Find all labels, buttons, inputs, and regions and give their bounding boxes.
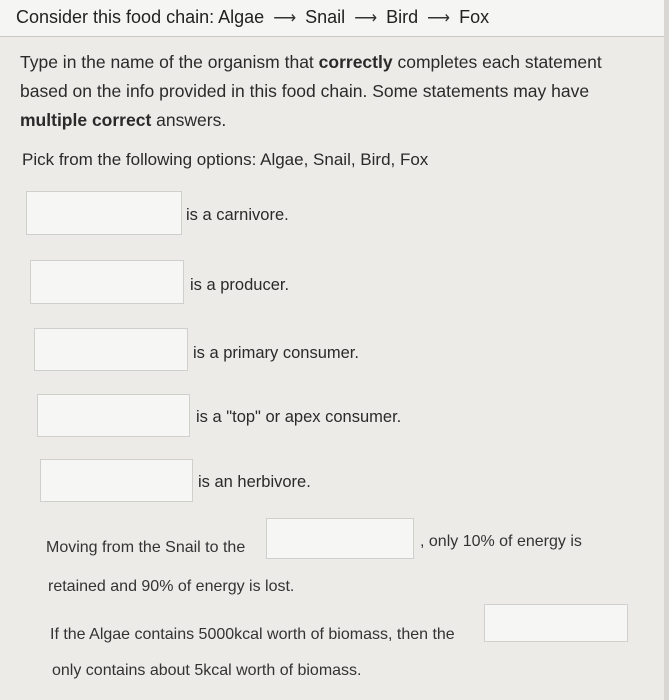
energy-question-line2: retained and 90% of energy is lost. (48, 578, 295, 595)
instructions-part2: completes each statement based on the info provided in this food chain. Some statements may have (20, 52, 602, 101)
primary-consumer-statement-label: is a primary consumer. (193, 344, 359, 362)
instructions-part3: answers. (151, 110, 227, 130)
food-chain-bird: Bird (386, 7, 419, 27)
instructions-bold2: multiple correct (20, 110, 152, 130)
instructions-bold1: correctly (318, 52, 393, 72)
food-chain-prefix: Consider this food chain: Algae (16, 7, 265, 27)
producer-answer-input[interactable] (30, 260, 184, 304)
food-chain-fox: Fox (459, 7, 490, 27)
arrow-right-icon: ⟶ (273, 10, 297, 27)
energy-answer-input[interactable] (266, 518, 414, 559)
biomass-question-before: If the Algae contains 5000kcal worth of biomass, then the (50, 626, 455, 643)
carnivore-statement-label: is a carnivore. (186, 206, 289, 224)
energy-question-after: , only 10% of energy is (420, 533, 582, 550)
herbivore-answer-input[interactable] (40, 459, 193, 502)
primary-consumer-answer-input[interactable] (34, 328, 188, 371)
herbivore-statement-label: is an herbivore. (198, 473, 311, 491)
instructions-text (20, 48, 630, 135)
arrow-right-icon: ⟶ (354, 10, 378, 27)
biomass-answer-input[interactable] (484, 604, 628, 642)
food-chain-title (16, 7, 489, 28)
energy-question-before: Moving from the Snail to the (46, 539, 246, 556)
question-header (0, 0, 669, 37)
carnivore-answer-input[interactable] (26, 191, 182, 235)
page-edge-shadow (664, 0, 669, 700)
apex-consumer-answer-input[interactable] (37, 394, 190, 437)
apex-consumer-statement-label: is a "top" or apex consumer. (196, 408, 402, 426)
arrow-right-icon: ⟶ (427, 10, 451, 27)
food-chain-snail: Snail (305, 7, 346, 27)
biomass-question-line2: only contains about 5kcal worth of biomass. (52, 662, 362, 679)
instructions-part1: Type in the name of the organism that (20, 52, 319, 72)
options-list-text: Pick from the following options: Algae, Snail, Bird, Fox (22, 150, 429, 169)
producer-statement-label: is a producer. (190, 276, 290, 294)
